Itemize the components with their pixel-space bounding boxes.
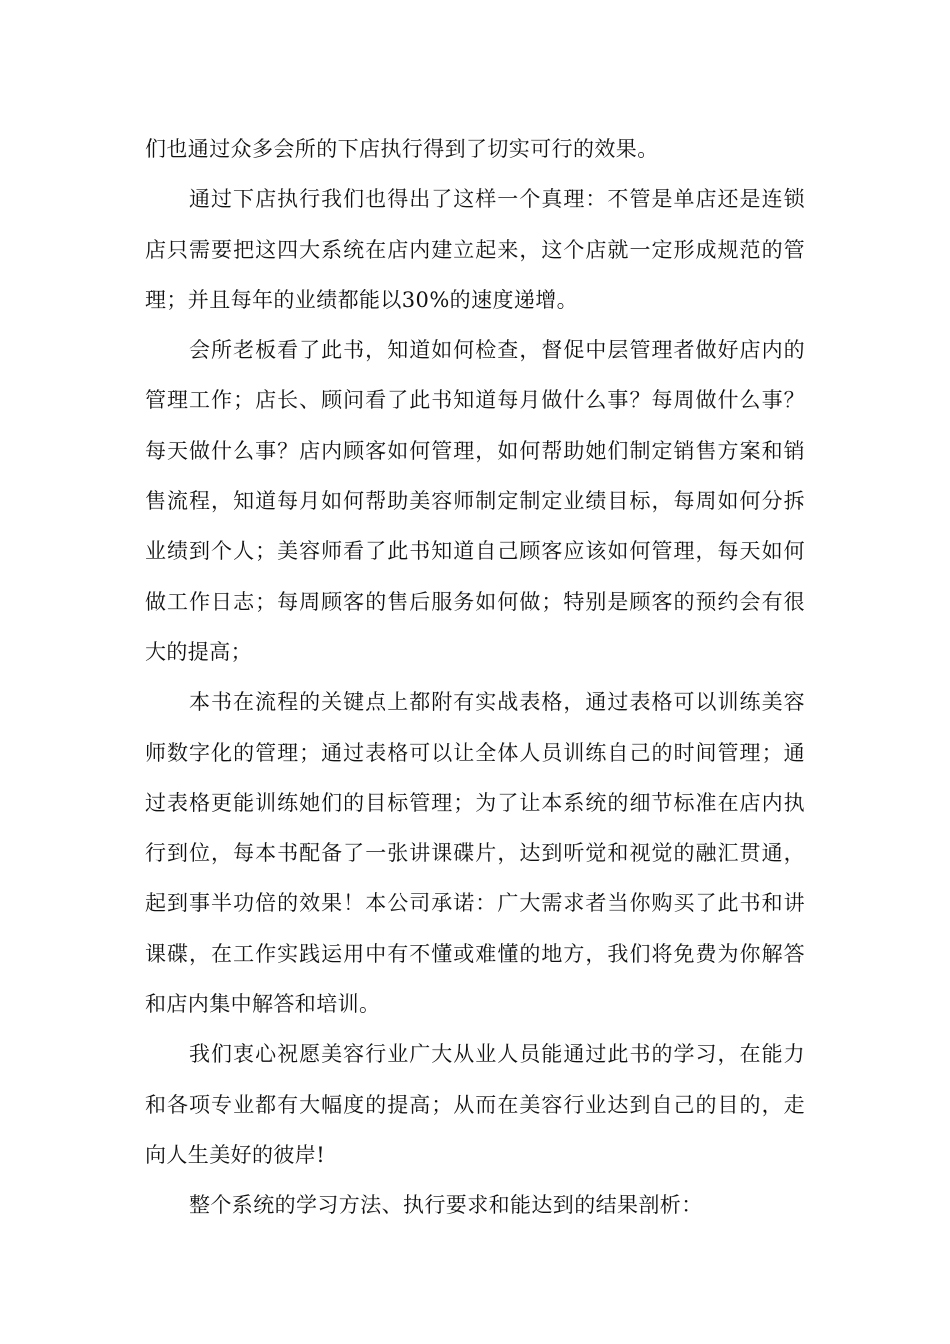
paragraph-3: 会所老板看了此书，知道如何检查，督促中层管理者做好店内的管理工作；店长、顾问看了此书知道每月做什么事？每周做什么事？每天做什么事？店内顾客如何管理，如何帮助她们制定销售方案和销售流程，知道每月如何帮助美容师制定制定业绩目标，每周如何分拆业绩到个人；美容师看了此书知道自己顾客应该如何管理，每天如何做工作日志；每周顾客的售后服务如何做；特别是顾客的预约会有很大的提高； [145,338,805,664]
paragraph-6: 整个系统的学习方法、执行要求和能达到的结果剖析： [189,1193,703,1218]
paragraph-5: 我们衷心祝愿美容行业广大从业人员能通过此书的学习，在能力和各项专业都有大幅度的提高；从而在美容行业达到自己的目的，走向人生美好的彼岸! [145,1042,805,1167]
document-body [145,124,805,1231]
paragraph-1: 们也通过众多会所的下店执行得到了切实可行的效果。 [145,137,659,161]
paragraph-4: 本书在流程的关键点上都附有实战表格，通过表格可以训练美容师数字化的管理；通过表格可以让全体人员训练自己的时间管理；通过表格更能训练她们的目标管理；为了让本系统的细节标准在店内执行到位，每本书配备了一张讲课碟片，达到听觉和视觉的融汇贯通，起到事半功倍的效果！本公司承诺：广大需求者当你购买了此书和讲课碟，在工作实践运用中有不懂或难懂的地方，我们将免费为你解答和店内集中解答和培训。 [145,690,805,1017]
paragraph-2: 通过下店执行我们也得出了这样一个真理：不管是单店还是连锁店只需要把这四大系统在店内建立起来，这个店就一定形成规范的管理；并且每年的业绩都能以30%的速度递增。 [145,187,805,312]
